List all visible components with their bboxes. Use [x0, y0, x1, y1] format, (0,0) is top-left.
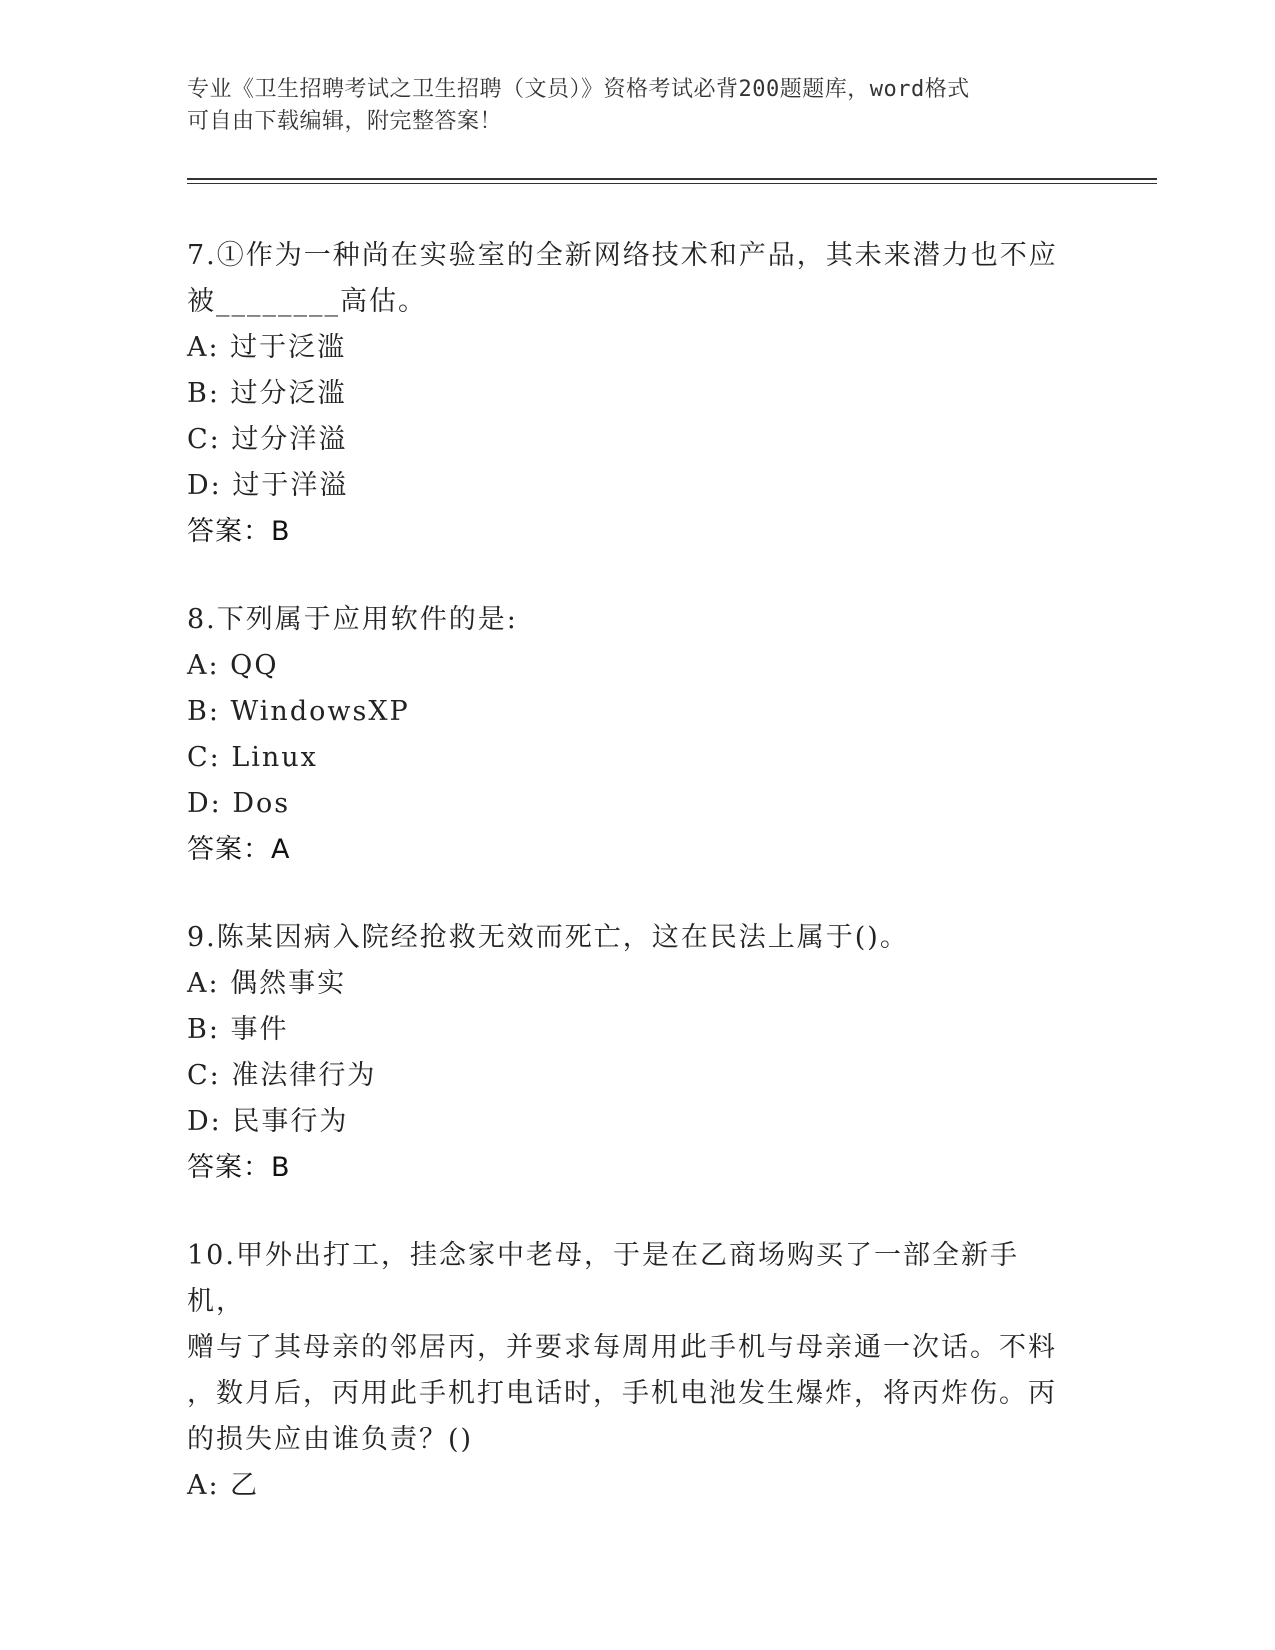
- option-a: A: QQ: [187, 650, 279, 681]
- question-10: [187, 1233, 1067, 1509]
- question-text: 10.甲外出打工，挂念家中老母，于是在乙商场购买了一部全新手机，: [187, 1240, 1019, 1317]
- document-header: [187, 74, 1067, 138]
- option-b: B: 过分泛滥: [187, 378, 347, 409]
- question-7: [187, 233, 1067, 555]
- header-divider-thin: [187, 183, 1157, 184]
- option-d: D: 过于洋溢: [187, 470, 349, 501]
- option-a: A: 乙: [187, 1470, 260, 1501]
- option-c: C: 过分洋溢: [187, 424, 348, 455]
- option-b: B: 事件: [187, 1014, 289, 1045]
- option-a: A: 过于泛滥: [187, 332, 347, 363]
- header-divider-thick: [187, 178, 1157, 180]
- question-text: 8.下列属于应用软件的是:: [187, 604, 518, 635]
- option-d: D: 民事行为: [187, 1106, 349, 1137]
- question-8: [187, 597, 1067, 873]
- option-a: A: 偶然事实: [187, 968, 347, 999]
- answer: 答案：B: [187, 1152, 291, 1183]
- option-d: D: Dos: [187, 788, 291, 819]
- question-text: 9.陈某因病入院经抢救无效而死亡，这在民法上属于()。: [187, 922, 909, 953]
- question-list: [187, 233, 1067, 1551]
- answer: 答案：B: [187, 516, 291, 547]
- question-text: 7.①作为一种尚在实验室的全新网络技术和产品，其未来潜力也不应: [187, 240, 1058, 271]
- question-text: 被________高估。: [187, 286, 427, 317]
- option-c: C: 准法律行为: [187, 1060, 377, 1091]
- question-9: [187, 915, 1067, 1191]
- question-text: 的损失应由谁负责？(): [187, 1424, 474, 1455]
- option-c: C: Linux: [187, 742, 318, 773]
- header-line-1: 专业《卫生招聘考试之卫生招聘（文员）》资格考试必背200题题库，word格式: [187, 77, 970, 102]
- question-text: ，数月后，丙用此手机打电话时，手机电池发生爆炸，将丙炸伤。丙: [187, 1378, 1057, 1409]
- option-b: B: WindowsXP: [187, 696, 410, 727]
- header-line-2: 可自由下载编辑，附完整答案！: [187, 109, 503, 134]
- answer: 答案：A: [187, 834, 291, 865]
- question-text: 赠与了其母亲的邻居丙，并要求每周用此手机与母亲通一次话。不料: [187, 1332, 1057, 1363]
